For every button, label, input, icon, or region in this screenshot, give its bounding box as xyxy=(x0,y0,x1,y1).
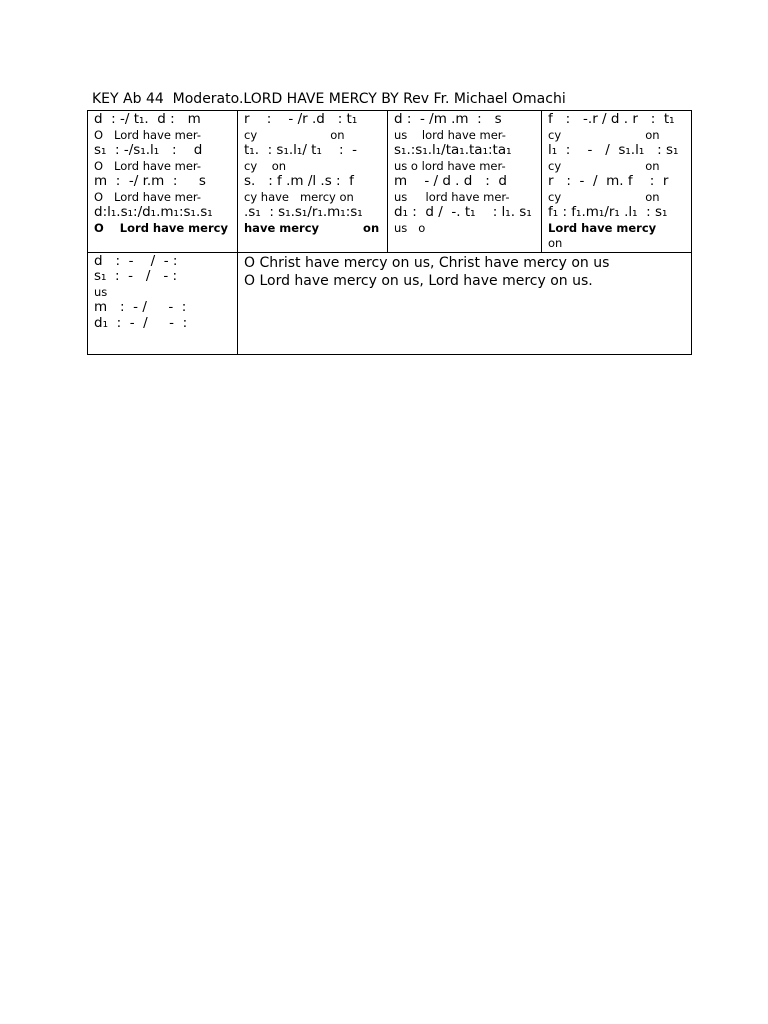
part-cell-3 xyxy=(388,111,542,253)
lyric-line: us xyxy=(94,284,108,299)
lyric-line: O Lord have mer- xyxy=(94,158,202,173)
solfa-line: d₁ : - / - : xyxy=(94,314,188,331)
solfa-line: d : -/ t₁. d : m xyxy=(94,111,201,127)
lyric-line: O Lord have mer- xyxy=(94,127,202,142)
ending-cell xyxy=(88,252,238,354)
lyric-line: us lord have mer- xyxy=(394,127,506,142)
solfa-line: m : - / - : xyxy=(94,299,187,315)
lyric-line: cy on xyxy=(548,189,660,204)
part-cell-1 xyxy=(88,111,238,253)
solfa-line: f : -.r / d . r : t₁ xyxy=(548,111,675,127)
lyric-line: cy on xyxy=(244,158,287,173)
ending-row xyxy=(88,252,692,354)
part-cell-4 xyxy=(542,111,692,253)
solfa-table xyxy=(87,110,692,355)
lyric-line: cy have mercy on xyxy=(244,189,354,204)
lyric-line: on xyxy=(548,236,563,250)
solfa-line: l₁ : - / s₁.l₁ : s₁ xyxy=(548,142,679,158)
solfa-line: m : -/ r.m : s xyxy=(94,173,206,189)
solfa-line: d:l₁.s₁:/d₁.m₁:s₁.s₁ xyxy=(94,204,213,220)
lyric-line: Lord have mercy xyxy=(548,220,657,235)
lyric-line: cy on xyxy=(548,127,660,142)
lyric-line: cy on xyxy=(244,127,345,142)
lyric-line: us o xyxy=(394,220,426,235)
solfa-line: s₁.:s₁.l₁/ta₁.ta₁:ta₁ xyxy=(394,142,512,158)
solfa-line: t₁. : s₁.l₁/ t₁ : - xyxy=(244,142,358,158)
page-title: KEY Ab 44 Moderato.LORD HAVE MERCY BY Rev Fr. Michael Omachi xyxy=(92,91,566,107)
lyrics-cell xyxy=(238,252,692,354)
lyric-line: us lord have mer- xyxy=(394,189,510,204)
solfa-line: r : - /r .d : t₁ xyxy=(244,111,358,127)
solfa-line: m - / d . d : d xyxy=(394,173,507,189)
solfa-line: .s₁ : s₁.s₁/r₁.m₁:s₁ xyxy=(244,204,363,220)
lyric-line: O Lord have mer- xyxy=(94,189,202,204)
part-cell-2 xyxy=(238,111,388,253)
lyric-line-1: O Christ have mercy on us, Christ have mercy on us xyxy=(244,254,610,271)
lyric-line-2: O Lord have mercy on us, Lord have mercy on us. xyxy=(244,272,593,289)
solfa-line: d : - /m .m : s xyxy=(394,111,502,127)
verse-row xyxy=(88,111,692,253)
solfa-line: s₁ : -/s₁.l₁ : d xyxy=(94,142,203,158)
solfa-line: f₁ : f₁.m₁/r₁ .l₁ : s₁ xyxy=(548,204,668,220)
solfa-line: s₁ : - / - : xyxy=(94,268,178,284)
solfa-line: s. : f .m /l .s : f xyxy=(244,173,354,189)
lyric-line: us o lord have mer- xyxy=(394,158,506,173)
solfa-line: d₁ : d / -. t₁ : l₁. s₁ xyxy=(394,204,532,220)
solfa-line: r : - / m. f : r xyxy=(548,173,669,189)
lyric-line: have mercy on xyxy=(244,220,380,235)
lyric-line: cy on xyxy=(548,158,660,173)
solfa-line: d : - / - : xyxy=(94,252,178,269)
lyric-line: O Lord have mercy xyxy=(94,220,228,235)
